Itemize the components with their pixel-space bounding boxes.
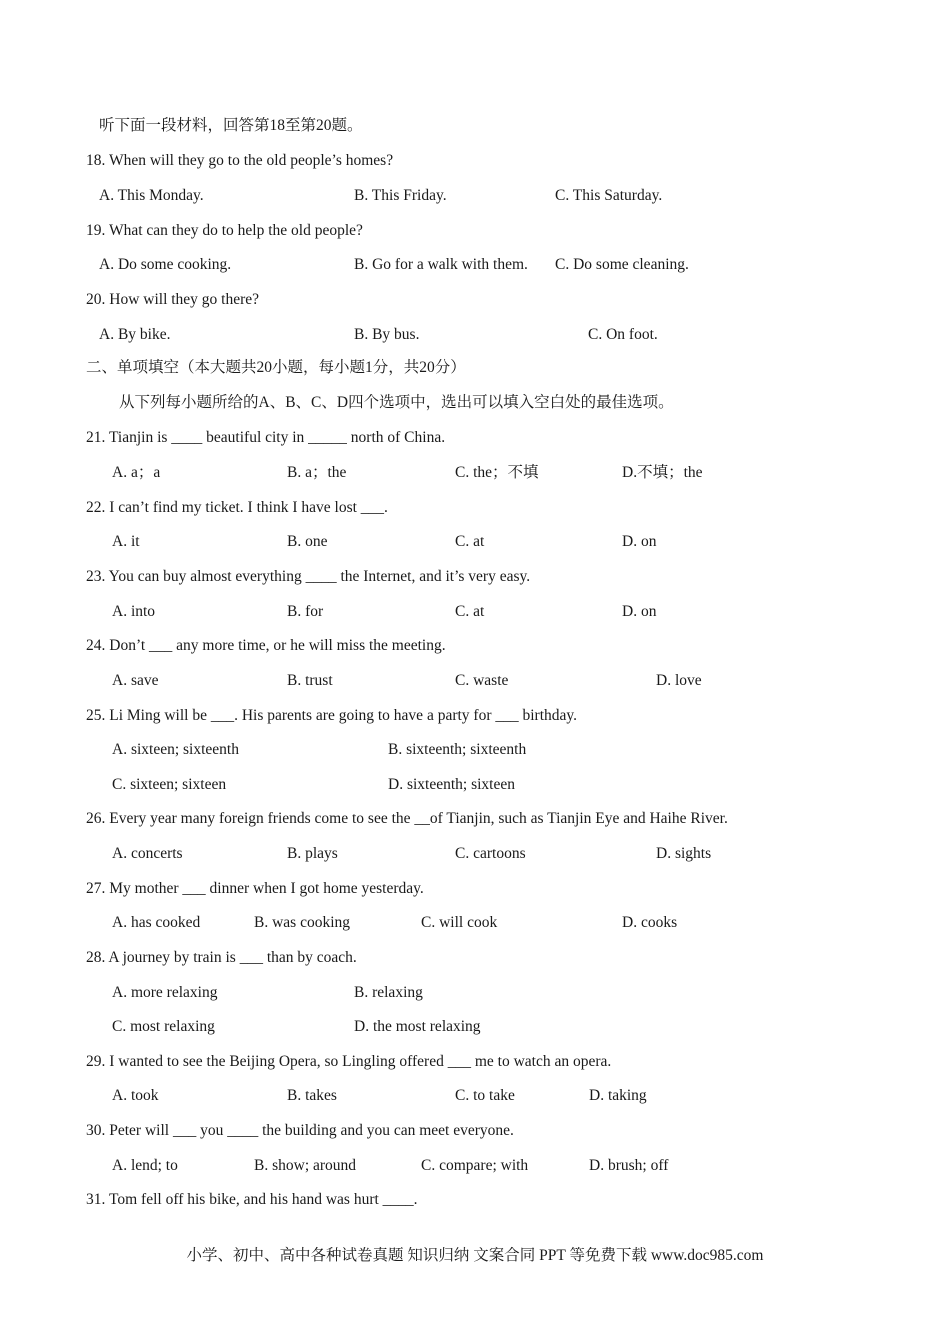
option-b: B. relaxing	[354, 984, 423, 1001]
option-c: C. This Saturday.	[555, 187, 663, 204]
option-a: A. lend; to	[112, 1157, 178, 1174]
question-stem: 27. My mother ___ dinner when I got home yesterday.	[86, 880, 424, 897]
option-b: B. a；the	[287, 464, 347, 481]
question-stem: 30. Peter will ___ you ____ the building and you can meet everyone.	[86, 1122, 514, 1139]
option-b: B. one	[287, 533, 328, 550]
option-c: C. compare; with	[421, 1157, 529, 1174]
question-stem: 19. What can they do to help the old people?	[86, 222, 363, 239]
option-c: C. at	[455, 533, 485, 550]
option-d: D. brush; off	[589, 1157, 669, 1174]
question-stem: 20. How will they go there?	[86, 291, 260, 308]
option-d: D. sights	[656, 845, 712, 862]
option-b: B. trust	[287, 672, 333, 689]
option-d: D.不填；the	[622, 464, 703, 481]
option-c: C. at	[455, 603, 485, 620]
option-d: D. on	[622, 603, 657, 620]
section-2-title: 二、单项填空（本大题共20小题，每小题1分，共20分）	[86, 359, 466, 376]
option-b: B. Go for a walk with them.	[354, 256, 528, 273]
option-d: D. cooks	[622, 914, 678, 931]
option-b: B. was cooking	[254, 914, 351, 931]
question-stem: 23. You can buy almost everything ____ the Internet, and it’s very easy.	[86, 568, 531, 585]
option-b: B. show; around	[254, 1157, 357, 1174]
option-a: A. Do some cooking.	[99, 256, 232, 273]
question-stem: 26. Every year many foreign friends come to see the __of Tianjin, such as Tianjin Eye and Haihe River.	[86, 810, 728, 827]
option-c: C. cartoons	[455, 845, 526, 862]
question-stem: 25. Li Ming will be ___. His parents are going to have a party for ___ birthday.	[86, 707, 578, 724]
option-b: B. By bus.	[354, 326, 420, 343]
question-stem: 28. A journey by train is ___ than by coach.	[86, 949, 357, 966]
option-c: C. waste	[455, 672, 509, 689]
option-b: B. for	[287, 603, 324, 620]
option-c: C. the；不填	[455, 464, 539, 481]
option-c: C. sixteen; sixteen	[112, 776, 227, 793]
option-b: B. takes	[287, 1087, 337, 1104]
question-stem: 21. Tianjin is ____ beautiful city in _____ north of China.	[86, 429, 446, 446]
listening-intro: 听下面一段材料，回答第18至第20题。	[99, 117, 363, 134]
option-a: A. has cooked	[112, 914, 201, 931]
option-d: D. taking	[589, 1087, 647, 1104]
option-c: C. most relaxing	[112, 1018, 215, 1035]
option-b: B. sixteenth; sixteenth	[388, 741, 527, 758]
option-a: A. took	[112, 1087, 159, 1104]
option-b: B. plays	[287, 845, 338, 862]
option-a: A. sixteen; sixteenth	[112, 741, 239, 758]
option-a: A. concerts	[112, 845, 183, 862]
option-a: A. By bike.	[99, 326, 171, 343]
option-a: A. more relaxing	[112, 984, 218, 1001]
question-stem: 31. Tom fell off his bike, and his hand was hurt ____.	[86, 1191, 418, 1208]
option-c: C. On foot.	[588, 326, 658, 343]
option-a: A. This Monday.	[99, 187, 204, 204]
question-stem: 24. Don’t ___ any more time, or he will miss the meeting.	[86, 637, 446, 654]
option-d: D. sixteenth; sixteen	[388, 776, 515, 793]
option-a: A. save	[112, 672, 159, 689]
question-stem: 18. When will they go to the old people’s homes?	[86, 152, 394, 169]
option-c: C. Do some cleaning.	[555, 256, 689, 273]
option-c: C. will cook	[421, 914, 498, 931]
question-stem: 29. I wanted to see the Beijing Opera, so Lingling offered ___ me to watch an opera.	[86, 1053, 612, 1070]
option-a: A. it	[112, 533, 140, 550]
option-c: C. to take	[455, 1087, 515, 1104]
option-d: D. on	[622, 533, 657, 550]
option-a: A. a；a	[112, 464, 161, 481]
section-2-instruction: 从下列每小题所给的A、B、C、D四个选项中，选出可以填入空白处的最佳选项。	[119, 394, 674, 411]
option-a: A. into	[112, 603, 156, 620]
option-d: D. the most relaxing	[354, 1018, 481, 1035]
option-b: B. This Friday.	[354, 187, 447, 204]
option-d: D. love	[656, 672, 702, 689]
page-footer: 小学、初中、高中各种试卷真题 知识归纳 文案合同 PPT 等免费下载 www.doc985.com	[186, 1247, 764, 1264]
question-stem: 22. I can’t find my ticket. I think I have lost ___.	[86, 499, 388, 516]
